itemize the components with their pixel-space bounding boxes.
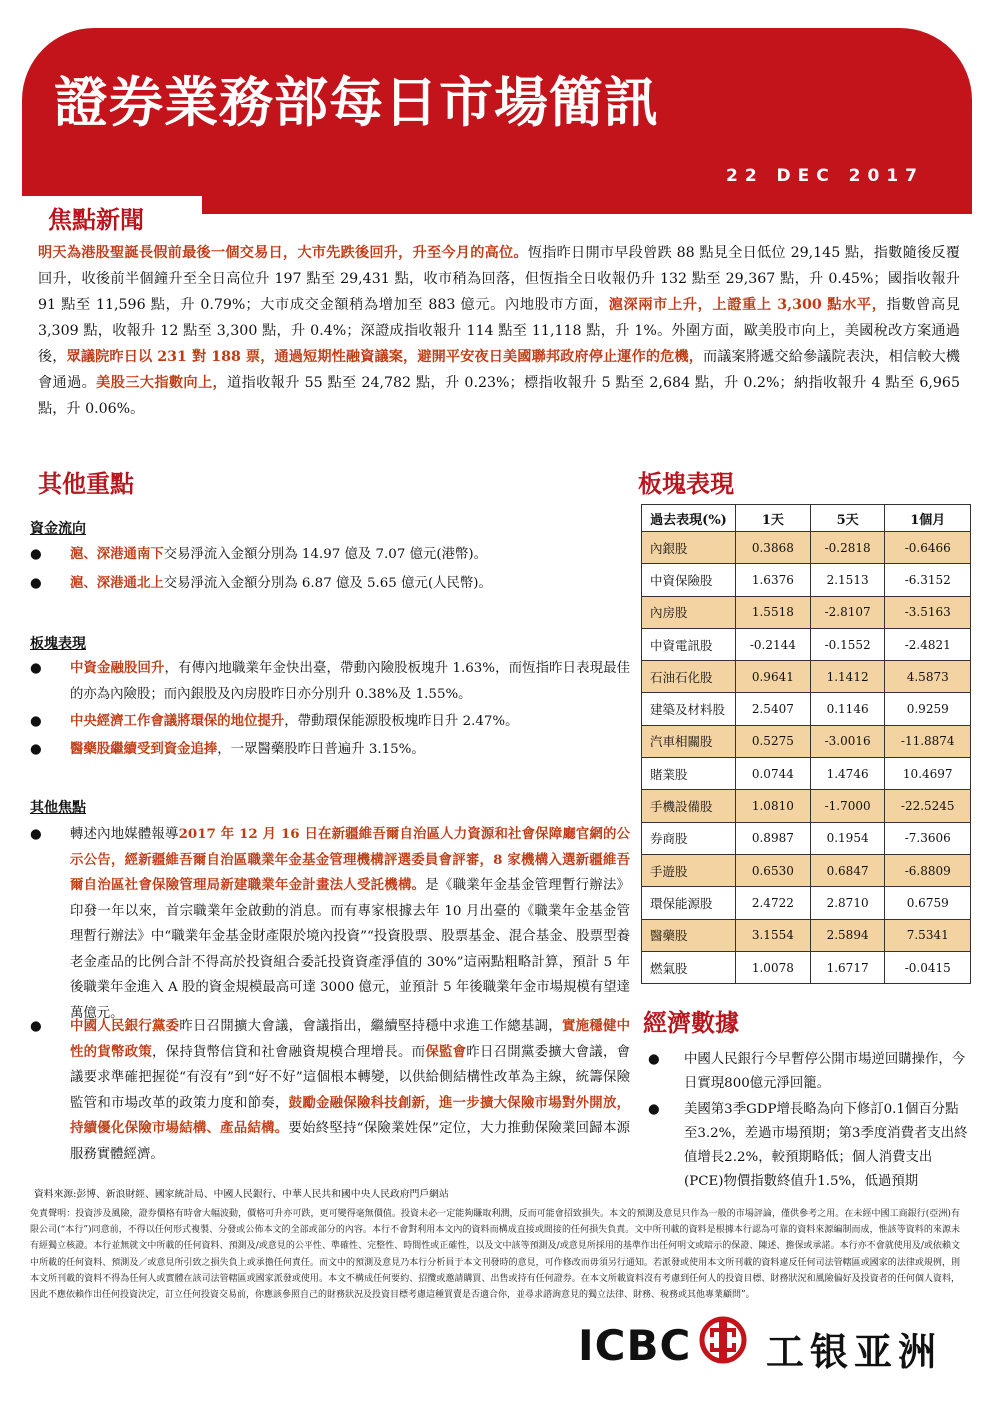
- focus-news-paragraph: [38, 240, 960, 422]
- table-row: [642, 951, 971, 983]
- table-cell-name: 內房股: [642, 596, 736, 628]
- table-cell-d1: 0.3868: [736, 532, 811, 564]
- table-row: [642, 661, 971, 693]
- table-cell-d1: 1.6376: [736, 564, 811, 596]
- table-cell-m1: 10.4697: [885, 758, 971, 790]
- focus-text-3: 而議案將遞交給參議院表決，相信較大機會通過。: [38, 349, 960, 391]
- table-cell-d5: -1.7000: [810, 790, 885, 822]
- list-item: ● 滬、深港通南下交易淨流入金額分別為 14.97 億及 7.07 億元(港幣)。: [30, 546, 487, 562]
- table-row: [642, 564, 971, 596]
- table-cell-m1: -11.8874: [885, 725, 971, 757]
- table-cell-d5: 0.1954: [810, 822, 885, 854]
- table-cell-m1: -6.8809: [885, 854, 971, 886]
- table-cell-d5: 2.8710: [810, 887, 885, 919]
- table-cell-m1: -7.3606: [885, 822, 971, 854]
- table-cell-name: 券商股: [642, 822, 736, 854]
- table-row: [642, 822, 971, 854]
- table-row: [642, 628, 971, 660]
- table-cell-d5: -0.1552: [810, 628, 885, 660]
- table-cell-name: 建築及材料股: [642, 693, 736, 725]
- logo-text-cn: 工银亚洲: [766, 1330, 943, 1374]
- economic-data-title: 經濟數據: [643, 1009, 739, 1037]
- table-cell-name: 石油石化股: [642, 661, 736, 693]
- col-header-1m: 1個月: [885, 505, 971, 532]
- table-cell-d1: 0.6530: [736, 854, 811, 886]
- table-row: [642, 596, 971, 628]
- table-row: [642, 758, 971, 790]
- table-cell-d1: 0.9641: [736, 661, 811, 693]
- table-cell-d1: 0.8987: [736, 822, 811, 854]
- table-cell-d1: 0.5275: [736, 725, 811, 757]
- table-cell-d1: 3.1554: [736, 919, 811, 951]
- table-cell-d5: 1.4746: [810, 758, 885, 790]
- table-row: [642, 725, 971, 757]
- table-cell-d1: 2.4722: [736, 887, 811, 919]
- list-item: ● 轉述內地媒體報導2017 年 12 月 16 日在新疆維吾爾自治區人力資源和社會保障廳官網的公示公告，經新疆維吾爾自治區職業年金基金管理機構評選委員會評審，8 家機構入選新疆維吾爾自治區社會保險管理局新建職業年金計畫法人受託機構。是《職業年金基金管理暫行辦法》印發一年以來，首宗職業年金啟動的消息。而有專家根據去年 10 月出臺的《職業年金基金管理暫行辦法》中“職業年金基金財產限於境內投資”“投資股票、股票基金、混合基金、股票型養老金產品的比例合計不得高於投資組合委託投資資產淨值的 30%”這兩點粗略計算，預計 5 年後職業年金進入 A 股的資金規模最高可達 3000 億元，並預計 5 年後職業年金市場規模有望達萬億元。: [30, 826, 630, 1021]
- table-cell-m1: -2.4821: [885, 628, 971, 660]
- table-cell-name: 環保能源股: [642, 887, 736, 919]
- list-item: ● 中國人民銀行今早暫停公開市場逆回購操作，今日實現800億元淨回籠。: [648, 1052, 966, 1091]
- table-cell-m1: 0.6759: [885, 887, 971, 919]
- table-cell-d1: -0.2144: [736, 628, 811, 660]
- focus-highlight-3: 眾議院昨日以 231 對 188 票，通過短期性融資議案，避開平安夜日美國聯邦政府停止運作的危機，: [66, 349, 703, 365]
- list-item: ● 中國人民銀行黨委昨日召開擴大會議，會議指出，繼續堅持穩中求進工作總基調，實施穩健中性的貨幣政策，保持貨幣信貸和社會融資規模合理增長。而保監會昨日召開黨委擴大會議，會議要求準確把握從“有沒有”到“好不好”這個根本轉變，以供給側結構性改革為主線，統籌保險監管和市場改革的政策力度和節奏，鼓勵金融保險科技創新，進一步擴大保險市場對外開放，持續優化保險市場結構、產品結構。要始終堅持“保險業姓保”定位，大力推動保險業回歸本源服務實體經濟。: [30, 1018, 631, 1162]
- table-cell-d1: 0.0744: [736, 758, 811, 790]
- table-cell-m1: -6.3152: [885, 564, 971, 596]
- table-row: [642, 693, 971, 725]
- table-cell-m1: -3.5163: [885, 596, 971, 628]
- page-title: 證券業務部每日市場簡訊: [54, 71, 659, 134]
- table-cell-d5: -2.8107: [810, 596, 885, 628]
- other-highlights-title: 其他重點: [38, 470, 134, 498]
- table-cell-name: 內銀股: [642, 532, 736, 564]
- logo-text-en: ICBC: [578, 1321, 692, 1370]
- sector-performance-table: [641, 504, 971, 984]
- col-header-1d: 1天: [736, 505, 811, 532]
- list-item: ● 中資金融股回升，有傳內地職業年金快出臺，帶動內險股板塊升 1.63%，而恆指昨日表現最佳的亦為內險股；而內銀股及內房股昨日亦分別升 0.38%及 1.55%。: [30, 660, 631, 702]
- table-cell-d5: 0.1146: [810, 693, 885, 725]
- table-cell-d5: 2.1513: [810, 564, 885, 596]
- fund-flow-heading: 資金流向: [30, 521, 86, 537]
- list-item: ● 滬、深港通北上交易淨流入金額分別為 6.87 億及 5.65 億元(人民幣)。: [30, 575, 492, 591]
- col-header-5d: 5天: [810, 505, 885, 532]
- table-cell-d1: 1.5518: [736, 596, 811, 628]
- table-cell-d5: 2.5894: [810, 919, 885, 951]
- table-cell-name: 中資電訊股: [642, 628, 736, 660]
- other-focus-heading: 其他焦點: [30, 800, 86, 816]
- table-cell-m1: 4.5873: [885, 661, 971, 693]
- table-cell-name: 燃氣股: [642, 951, 736, 983]
- header-banner: [22, 28, 972, 214]
- table-cell-m1: -22.5245: [885, 790, 971, 822]
- table-cell-name: 手遊股: [642, 854, 736, 886]
- table-cell-m1: 7.5341: [885, 919, 971, 951]
- focus-text-4: 道指收報升 55 點至 24,782 點，升 0.23%；標指收報升 5 點至 2,684 點，升 0.2%；納指收報升 4 點至 6,965 點，升 0.06%。: [38, 375, 960, 417]
- table-header-row: [642, 505, 971, 532]
- focus-highlight-4: 美股三大指數向上，: [96, 375, 228, 391]
- table-cell-d5: 1.1412: [810, 661, 885, 693]
- table-row: [642, 919, 971, 951]
- report-date: 22 DEC 2017: [725, 166, 924, 186]
- col-header-period: 過去表現(%): [642, 505, 736, 532]
- focus-highlight-2: 滬深兩市上升，上證重上 3,300 點水平，: [608, 297, 887, 313]
- icbc-logo: [578, 1315, 968, 1374]
- table-cell-d5: -3.0016: [810, 725, 885, 757]
- sector-heading: 板塊表現: [30, 636, 86, 652]
- list-item: ● 醫藥股繼續受到資金追捧，一眾醫藥股昨日普遍升 3.15%。: [30, 741, 425, 757]
- sector-table-title: 板塊表現: [638, 470, 734, 498]
- focus-text-2: 指數曾高見 3,309 點，收報升 12 點至 3,300 點，升 0.4%；深證成指收報升 114 點至 11,118 點，升 1%。外圍方面，歐美股市向上，美國稅改方案通過後，: [38, 297, 960, 365]
- focus-text-1: 恆指昨日開市早段曾跌 88 點見全日低位 29,145 點，指數隨後反覆回升，收後前半個鐘升至全日高位升 197 點至 29,431 點，收市稍為回落，但恆指全日收報仍升 132 點至 29,367 點，升 0.45%；國指收報升 91 點至 11,596 點，升 0.79%；大市成交金額稍為增加至 883 億元。內地股市方面，: [38, 245, 960, 313]
- table-cell-name: 汽車相關股: [642, 725, 736, 757]
- table-row: [642, 854, 971, 886]
- table-cell-name: 手機設備股: [642, 790, 736, 822]
- table-row: [642, 532, 971, 564]
- icbc-emblem-icon: [698, 1315, 748, 1365]
- data-source: 資料來源:彭博、新浪財經、國家統計局、中國人民銀行、中華人民共和國中央人民政府門戶網站: [34, 1189, 449, 1200]
- table-cell-m1: -0.0415: [885, 951, 971, 983]
- disclaimer: 免責聲明：投資涉及風險，證券價格有時會大幅波動，價格可升亦可跌，更可變得毫無價值。投資未必一定能夠賺取利潤，反而可能會招致損失。本文的預測及意見只作為一般的市場評論，僅供參考之用。在未經中國工商銀行(亞洲)有限公司(“本行”)同意前，不得以任何形式複製、分發或公佈本文的全部或部分的內容。本行不會對利用本文內的資料而構成直接或間接的任何損失負責。文中所刊載的資料是根據本行認為可靠的資料來源編制而成，惟該等資料的來源未有經獨立核證。本行並無就文中所載的任何資料、預測及/或意見的公平性、準確性、完整性、時間性或正確性，以及文中該等預測及/或意見所採用的基準作出任何明文或暗示的保證、陳述、擔保或承諾。本行亦不會就使用及/或依賴文中所載的任何資料、預測及／或意見所引致之損失負上或承擔任何責任。而文中的預測及意見乃本行分析員于本文刊發時的意見，可作修改而毋須另行通知。若派發或使用本文所刊載的資料違反任何司法管轄區或國家的法律或規例，則本文所刊載的資料不得為任何人或實體在該司法管轄區或國家派發或使用。本文不構成任何要約、招攬或邀請購買、出售或持有任何證券。在本文所載資料沒有考慮到任何人的投資目標、財務狀況和風險偏好及投資者的任何個人資料，因此不應依賴作出任何投資決定，訂立任何投資交易前，你應該參照自己的財務狀況及投資目標考慮這種買賣是否適合你，並尋求諮詢意見的獨立法律、財務、稅務或其他專業顧問”。: [30, 1209, 960, 1301]
- table-cell-m1: -0.6466: [885, 532, 971, 564]
- table-row: [642, 887, 971, 919]
- table-cell-name: 賭業股: [642, 758, 736, 790]
- table-cell-m1: 0.9259: [885, 693, 971, 725]
- focus-highlight-1: 明天為港股聖誕長假前最後一個交易日，大市先跌後回升，升至今月的高位。: [38, 245, 528, 261]
- table-cell-d5: 1.6717: [810, 951, 885, 983]
- list-item: ● 中央經濟工作會議將環保的地位提升，帶動環保能源股板塊昨日升 2.47%。: [30, 713, 519, 729]
- list-item: ● 美國第3季GDP增長略為向下修訂0.1個百分點至3.2%，差過市場預期；第3季度消費者支出終值增長2.2%，較預期略低；個人消費支出(PCE)物價指數終值升1.5%，低過預期: [648, 1102, 968, 1189]
- table-cell-name: 醫藥股: [642, 919, 736, 951]
- focus-news-title: 焦點新聞: [48, 206, 144, 234]
- table-cell-d5: 0.6847: [810, 854, 885, 886]
- table-cell-d1: 2.5407: [736, 693, 811, 725]
- table-cell-name: 中資保險股: [642, 564, 736, 596]
- table-row: [642, 790, 971, 822]
- table-cell-d1: 1.0810: [736, 790, 811, 822]
- table-cell-d1: 1.0078: [736, 951, 811, 983]
- table-cell-d5: -0.2818: [810, 532, 885, 564]
